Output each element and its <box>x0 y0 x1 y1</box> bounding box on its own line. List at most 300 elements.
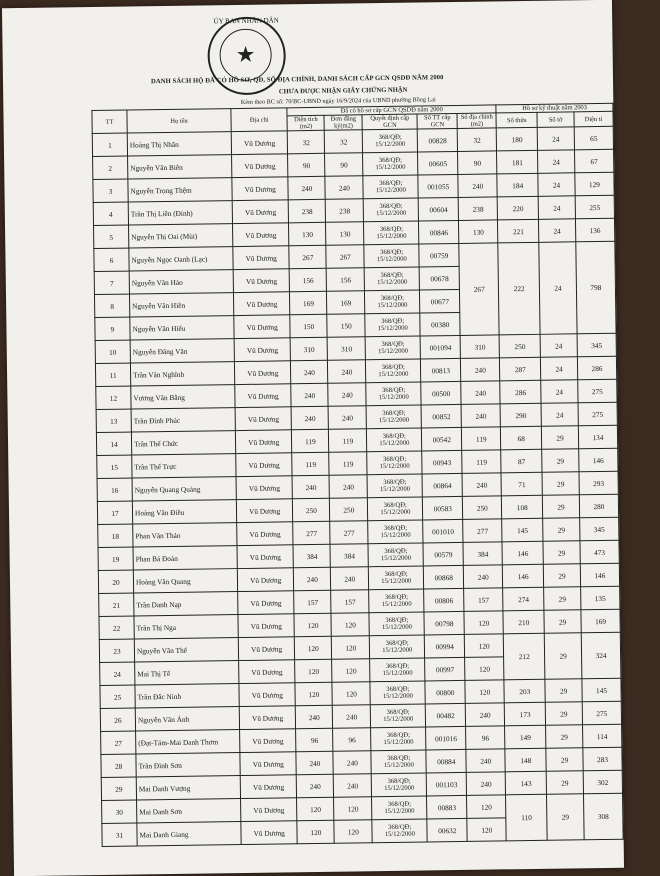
row-cert-number: 00482 <box>426 703 466 727</box>
row-cert-number: 001016 <box>426 726 466 750</box>
row-area-registered: 90 <box>325 153 363 177</box>
row-dt: 134 <box>578 425 617 449</box>
row-dc: 240 <box>465 703 504 727</box>
row-dc: 130 <box>459 220 498 244</box>
row-area-registered: 169 <box>327 291 365 315</box>
row-address: Vũ Dương <box>237 568 294 592</box>
row-cert-number: 00632 <box>427 818 467 842</box>
col-address: Địa chỉ <box>231 108 288 132</box>
col-decision: Quyết định cấp GCN <box>362 114 417 130</box>
row-cert-number: 001103 <box>427 772 467 796</box>
row-number: 8 <box>94 294 129 317</box>
row-decision: 368/QĐ; 15/12/2000 <box>372 796 427 820</box>
row-area-registered: 267 <box>326 245 364 269</box>
row-cert-number: 00852 <box>421 404 461 428</box>
row-address: Vũ Dương <box>236 476 293 500</box>
row-cert-number: 00677 <box>420 289 460 313</box>
row-number: 31 <box>102 823 137 846</box>
row-name: Nguyễn Văn Hiền <box>129 293 233 317</box>
row-name: Trần Danh Nạp <box>134 592 238 616</box>
row-number: 22 <box>99 616 134 639</box>
row-name: Nguyễn Quang Quảng <box>132 477 236 501</box>
row-merged-to: 29 <box>544 633 581 680</box>
row-to: 29 <box>546 771 583 795</box>
row-decision: 368/QĐ; 15/12/2000 <box>369 612 424 636</box>
row-th: 148 <box>505 748 546 772</box>
row-decision: 368/QĐ; 15/12/2000 <box>367 474 422 498</box>
row-dt: 283 <box>583 747 622 771</box>
row-area: 120 <box>295 682 333 706</box>
row-dc: 120 <box>464 611 503 635</box>
row-address: Vũ Dương <box>239 706 296 730</box>
row-area-registered: 156 <box>327 268 365 292</box>
row-address: Vũ Dương <box>233 269 290 293</box>
row-th: 181 <box>497 150 538 174</box>
row-decision: 368/QĐ; 15/12/2000 <box>367 428 422 452</box>
col-sheet: Số tờ <box>537 112 574 128</box>
row-area: 156 <box>289 268 327 292</box>
row-cert-number: 00846 <box>419 220 459 244</box>
table-body <box>92 126 623 846</box>
row-area-registered: 119 <box>329 452 367 476</box>
row-area: 120 <box>297 820 335 844</box>
row-th: 108 <box>502 495 543 519</box>
row-name: Nguyễn Ngọc Oanh (Lạc) <box>129 247 233 271</box>
col-cadastral: Sổ địa chính (m2) <box>457 113 496 129</box>
row-address: Vũ Dương <box>239 683 296 707</box>
row-number: 30 <box>102 800 137 823</box>
row-to: 24 <box>539 219 576 243</box>
row-to: 29 <box>546 748 583 772</box>
row-address: Vũ Dương <box>238 614 295 638</box>
row-dt: 302 <box>583 770 622 794</box>
row-to: 29 <box>545 679 582 703</box>
row-dt: 169 <box>581 609 620 633</box>
row-number: 20 <box>98 570 133 593</box>
row-th: 286 <box>500 380 541 404</box>
row-to: 24 <box>541 380 578 404</box>
row-to: 29 <box>543 518 580 542</box>
row-area: 240 <box>288 176 326 200</box>
row-name: Mai Danh Giang <box>137 822 241 846</box>
row-decision: 368/QĐ; 15/12/2000 <box>363 198 418 222</box>
row-name: Nguyễn Văn Biên <box>128 155 232 179</box>
row-name: Hoàng Văn Điều <box>132 500 236 524</box>
row-area: 240 <box>292 475 330 499</box>
row-cert-number: 00806 <box>424 588 464 612</box>
row-to: 24 <box>541 403 578 427</box>
row-number: 26 <box>100 708 135 731</box>
row-number: 1 <box>92 133 127 156</box>
row-decision: 368/QĐ; 15/12/2000 <box>363 152 418 176</box>
row-to: 24 <box>540 334 577 358</box>
row-cert-number: 00813 <box>421 358 461 382</box>
row-area-registered: 120 <box>332 659 370 683</box>
row-area: 90 <box>288 153 326 177</box>
row-number: 14 <box>96 432 131 455</box>
row-address: Vũ Dương <box>237 545 294 569</box>
row-dc: 240 <box>466 772 505 796</box>
row-th: 184 <box>497 173 538 197</box>
row-name: Trần Văn Nghĩnh <box>130 362 234 386</box>
row-cert-number: 00828 <box>418 128 458 152</box>
row-number: 23 <box>99 639 134 662</box>
row-th: 145 <box>502 518 543 542</box>
row-th: 250 <box>499 334 540 358</box>
row-decision: 368/QĐ; 15/12/2000 <box>364 267 419 291</box>
row-area-registered: 150 <box>327 314 365 338</box>
row-dt: 345 <box>577 333 616 357</box>
row-dt: 255 <box>575 195 614 219</box>
row-dc: 32 <box>457 128 496 152</box>
row-decision: 368/QĐ; 15/12/2000 <box>368 497 423 521</box>
row-address: Vũ Dương <box>234 292 291 316</box>
row-name: Nguyễn Trọng Thệm <box>128 178 232 202</box>
row-dt: 293 <box>579 471 618 495</box>
row-area-registered: 310 <box>328 337 366 361</box>
row-to: 29 <box>546 725 583 749</box>
row-dt: 286 <box>577 356 616 380</box>
row-decision: 368/QĐ; 15/12/2000 <box>371 727 426 751</box>
row-number: 9 <box>95 317 130 340</box>
row-decision: 368/QĐ; 15/12/2000 <box>366 359 421 383</box>
row-area-registered: 120 <box>332 636 370 660</box>
row-decision: 368/QĐ; 15/12/2000 <box>364 221 419 245</box>
row-area-registered: 32 <box>325 130 363 154</box>
row-merged-th: 222 <box>498 242 540 335</box>
row-th: 146 <box>503 564 544 588</box>
row-address: Vũ Dương <box>240 729 297 753</box>
row-area-registered: 120 <box>334 797 372 821</box>
row-decision: 368/QĐ; 15/12/2000 <box>368 520 423 544</box>
row-dc: 120 <box>467 818 506 842</box>
row-area-registered: 240 <box>328 360 366 384</box>
row-area-registered: 240 <box>329 406 367 430</box>
row-area: 169 <box>290 291 328 315</box>
row-name: Nguyễn Văn Hảo <box>129 270 233 294</box>
row-merged-dc: 267 <box>459 243 499 336</box>
row-address: Vũ Dương <box>235 361 292 385</box>
row-dt: 135 <box>580 586 619 610</box>
official-seal: ỦY BAN NHÂN DÂN ★ <box>207 16 286 95</box>
row-name: Vương Văn Bằng <box>131 385 235 409</box>
row-th: 143 <box>506 771 547 795</box>
row-dc: 240 <box>466 749 505 773</box>
row-to: 24 <box>538 150 575 174</box>
row-decision: 368/QĐ; 15/12/2000 <box>362 129 417 153</box>
row-cert-number: 00884 <box>426 749 466 773</box>
row-dt: 275 <box>578 379 617 403</box>
row-number: 25 <box>100 685 135 708</box>
row-address: Vũ Dương <box>233 223 290 247</box>
group-header-right: Hồ sơ kỹ thuật năm 2003 <box>496 103 613 113</box>
row-name: Trần Đình Phúc <box>131 408 235 432</box>
row-area: 120 <box>295 636 333 660</box>
row-cert-number: 00605 <box>418 151 458 175</box>
row-th: 68 <box>501 426 542 450</box>
row-name: Mai Danh Vượng <box>136 776 240 800</box>
row-address: Vũ Dương <box>240 775 297 799</box>
row-merged-th: 110 <box>506 794 547 841</box>
row-dc: 240 <box>462 473 501 497</box>
row-address: Vũ Dương <box>238 637 295 661</box>
row-area: 120 <box>294 613 332 637</box>
row-area: 32 <box>287 130 325 154</box>
row-cert-number: 00868 <box>424 565 464 589</box>
row-dt: 65 <box>574 126 613 150</box>
row-name: Trần Thị Nga <box>134 615 238 639</box>
row-name: Trần Thế Chức <box>131 431 235 455</box>
row-dc: 250 <box>463 496 502 520</box>
row-dc: 96 <box>466 726 505 750</box>
row-area: 96 <box>296 728 334 752</box>
row-to: 29 <box>542 495 579 519</box>
row-area-registered: 96 <box>333 728 371 752</box>
row-dt: 473 <box>580 540 619 564</box>
row-th: 149 <box>505 725 546 749</box>
row-merged-dt: 324 <box>581 632 621 679</box>
row-merged-dt: 798 <box>576 241 616 334</box>
row-name: Nguyễn Văn Hiếu <box>130 316 234 340</box>
row-area-registered: 240 <box>331 567 369 591</box>
row-decision: 368/QĐ; 15/12/2000 <box>371 750 426 774</box>
row-number: 18 <box>98 524 133 547</box>
row-dc: 238 <box>458 197 497 221</box>
row-address: Vũ Dương <box>232 177 289 201</box>
row-decision: 368/QĐ; 15/12/2000 <box>370 681 425 705</box>
row-th: 146 <box>502 541 543 565</box>
row-cert-number: 00994 <box>425 634 465 658</box>
row-dc: 240 <box>461 358 500 382</box>
row-dc: 120 <box>467 795 506 819</box>
row-cert-number: 00864 <box>422 473 462 497</box>
row-area-registered: 130 <box>326 222 364 246</box>
col-plot: Số thửa <box>496 112 537 128</box>
document-subtitle: CHƯA ĐƯỢC NHẬN GIẤY CHỨNG NHẬN <box>278 86 408 96</box>
row-to: 24 <box>537 127 574 151</box>
row-area: 157 <box>294 590 332 614</box>
row-area-registered: 120 <box>332 682 370 706</box>
row-area: 238 <box>288 199 326 223</box>
row-th: 290 <box>500 403 541 427</box>
row-to: 24 <box>538 196 575 220</box>
row-number: 10 <box>95 340 130 363</box>
row-address: Vũ Dương <box>241 798 298 822</box>
row-dc: 384 <box>463 542 502 566</box>
row-dc: 240 <box>458 174 497 198</box>
row-dt: 114 <box>582 724 621 748</box>
row-th: 71 <box>501 472 542 496</box>
row-name: Trần Đình Sơn <box>136 753 240 777</box>
row-dc: 119 <box>462 427 501 451</box>
row-name: Trần Thị Liên (Đính) <box>128 201 232 225</box>
row-th: 220 <box>498 196 539 220</box>
col-cert-number: Số TT cấp GCN <box>417 113 457 129</box>
row-th: 221 <box>498 219 539 243</box>
row-cert-number: 00583 <box>423 496 463 520</box>
row-dt: 129 <box>575 172 614 196</box>
row-area-registered: 120 <box>334 820 372 844</box>
row-decision: 368/QĐ; 15/12/2000 <box>370 658 425 682</box>
row-address: Vũ Dương <box>233 246 290 270</box>
row-area-registered: 240 <box>325 176 363 200</box>
row-area-registered: 120 <box>331 613 369 637</box>
row-address: Vũ Dương <box>237 522 294 546</box>
row-to: 29 <box>543 564 580 588</box>
row-area: 240 <box>291 406 329 430</box>
row-decision: 368/QĐ; 15/12/2000 <box>370 704 425 728</box>
row-area-registered: 240 <box>329 475 367 499</box>
row-decision: 368/QĐ; 15/12/2000 <box>367 451 422 475</box>
row-address: Vũ Dương <box>235 430 292 454</box>
row-area: 119 <box>292 452 330 476</box>
row-cert-number: 00500 <box>421 381 461 405</box>
row-number: 27 <box>101 731 136 754</box>
row-area: 120 <box>297 797 335 821</box>
row-name: Mai Thị Tế <box>135 661 239 685</box>
row-cert-number: 00800 <box>425 680 465 704</box>
row-area: 130 <box>289 222 327 246</box>
row-dt: 275 <box>582 701 621 725</box>
row-name: Trần Thế Trực <box>132 454 236 478</box>
row-dc: 119 <box>462 450 501 474</box>
col-area: Diện tích (m2) <box>287 115 324 131</box>
row-decision: 368/QĐ; 15/12/2000 <box>368 543 423 567</box>
row-th: 274 <box>503 587 544 611</box>
row-address: Vũ Dương <box>232 154 289 178</box>
col-tt: TT <box>92 110 127 133</box>
row-dc: 157 <box>464 588 503 612</box>
row-dc: 120 <box>465 680 504 704</box>
row-number: 24 <box>100 662 135 685</box>
row-name: Nguyễn Văn Ánh <box>135 707 239 731</box>
row-merged-to: 24 <box>539 242 577 335</box>
row-th: 173 <box>505 702 546 726</box>
row-to: 29 <box>541 426 578 450</box>
row-area: 384 <box>293 544 331 568</box>
row-merged-th: 212 <box>504 633 545 680</box>
row-area-registered: 238 <box>326 199 364 223</box>
row-area: 277 <box>293 521 331 545</box>
row-decision: 368/QĐ; 15/12/2000 <box>365 290 420 314</box>
household-table <box>91 103 623 847</box>
row-area: 310 <box>290 337 328 361</box>
row-dt: 146 <box>580 563 619 587</box>
row-area: 250 <box>293 498 331 522</box>
row-dc: 120 <box>465 657 504 681</box>
row-number: 2 <box>93 156 128 179</box>
row-address: Vũ Dương <box>239 660 296 684</box>
row-number: 11 <box>95 363 130 386</box>
row-decision: 368/QĐ; 15/12/2000 <box>366 382 421 406</box>
row-dc: 277 <box>463 519 502 543</box>
row-name: Trần Đắc Ninh <box>135 684 239 708</box>
row-address: Vũ Dương <box>235 407 292 431</box>
row-dc: 310 <box>460 335 499 359</box>
row-address: Vũ Dương <box>238 591 295 615</box>
row-address: Vũ Dương <box>241 821 298 845</box>
row-address: Vũ Dương <box>235 384 292 408</box>
row-to: 29 <box>542 472 579 496</box>
row-to: 24 <box>541 357 578 381</box>
row-th: 287 <box>500 357 541 381</box>
row-dc: 240 <box>463 565 502 589</box>
row-dt: 280 <box>579 494 618 518</box>
row-cert-number: 00943 <box>422 450 462 474</box>
row-area-registered: 119 <box>329 429 367 453</box>
row-name: Hoàng Văn Quang <box>133 569 237 593</box>
row-to: 24 <box>538 173 575 197</box>
row-decision: 368/QĐ; 15/12/2000 <box>365 313 420 337</box>
row-to: 29 <box>542 449 579 473</box>
row-number: 15 <box>97 455 132 478</box>
row-name: Nguyễn Đăng Văn <box>130 339 234 363</box>
row-cert-number: 001094 <box>420 335 460 359</box>
row-area: 240 <box>296 774 334 798</box>
document-reference: Kèm theo BC số: 70/BC-UBND ngày 16/9/2024 của UBND phường Bồng Lai <box>240 96 436 106</box>
row-th: 87 <box>501 449 542 473</box>
row-dc: 240 <box>461 381 500 405</box>
row-decision: 368/QĐ; 15/12/2000 <box>372 819 427 843</box>
row-decision: 368/QĐ; 15/12/2000 <box>369 589 424 613</box>
row-name: Phan Bá Đoàn <box>133 546 237 570</box>
row-dt: 146 <box>579 448 618 472</box>
row-dc: 90 <box>458 151 497 175</box>
row-cert-number: 00579 <box>423 542 463 566</box>
row-address: Vũ Dương <box>240 752 297 776</box>
row-area-registered: 240 <box>333 751 371 775</box>
row-cert-number: 00604 <box>419 197 459 221</box>
row-cert-number: 00542 <box>422 427 462 451</box>
row-dt: 145 <box>582 678 621 702</box>
row-to: 29 <box>543 541 580 565</box>
row-decision: 368/QĐ; 15/12/2000 <box>363 175 418 199</box>
row-name: Nguyễn Văn Thể <box>134 638 238 662</box>
row-dt: 275 <box>578 402 617 426</box>
row-cert-number: 00380 <box>420 312 460 336</box>
row-number: 13 <box>96 409 131 432</box>
row-to: 29 <box>545 702 582 726</box>
row-cert-number: 00997 <box>425 657 465 681</box>
row-th: 210 <box>503 610 544 634</box>
col-name: Họ tên <box>127 109 231 133</box>
row-dc: 240 <box>461 404 500 428</box>
row-decision: 368/QĐ; 15/12/2000 <box>366 405 421 429</box>
row-name: Phan Văn Thảo <box>133 523 237 547</box>
row-area-registered: 240 <box>334 774 372 798</box>
col-area-2003: Diện tí <box>574 111 613 127</box>
row-number: 5 <box>94 225 129 248</box>
row-area-registered: 240 <box>333 705 371 729</box>
row-number: 3 <box>93 179 128 202</box>
row-address: Vũ Dương <box>232 200 289 224</box>
row-area: 240 <box>294 567 332 591</box>
row-number: 19 <box>98 547 133 570</box>
row-number: 4 <box>93 202 128 225</box>
row-merged-dt: 308 <box>583 793 623 840</box>
row-name: Nguyễn Thị Oai (Mùi) <box>128 224 232 248</box>
row-name: Mai Danh Sơn <box>137 799 241 823</box>
row-name: (Đạt-Tám-Mai Danh Thơm <box>136 730 240 754</box>
row-number: 7 <box>94 271 129 294</box>
row-number: 21 <box>99 593 134 616</box>
row-decision: 368/QĐ; 15/12/2000 <box>365 336 420 360</box>
row-area: 240 <box>296 751 334 775</box>
row-address: Vũ Dương <box>236 453 293 477</box>
row-area: 267 <box>289 245 327 269</box>
document-page <box>2 0 624 876</box>
row-cert-number: 001055 <box>418 174 458 198</box>
